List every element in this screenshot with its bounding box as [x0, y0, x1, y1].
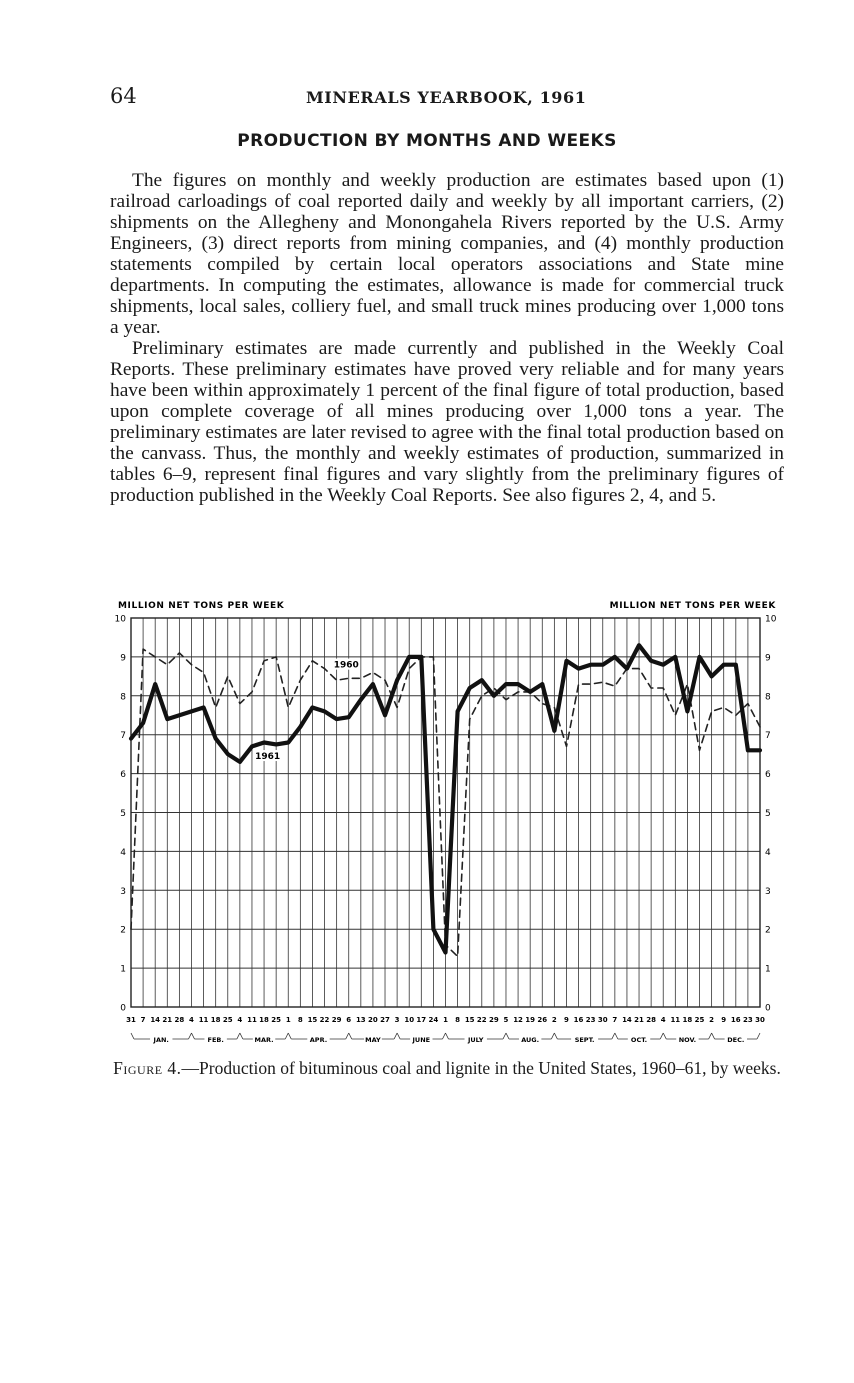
- month-bracket-tick: [349, 1033, 352, 1039]
- x-tick-label: 31: [126, 1016, 136, 1024]
- y-tick-label-left: 0: [120, 1003, 126, 1014]
- x-tick-label: 28: [174, 1016, 185, 1024]
- month-label: NOV.: [678, 1035, 697, 1044]
- x-tick-label: 2: [551, 1016, 557, 1024]
- x-tick-label: 27: [380, 1016, 390, 1024]
- x-tick-label: 30: [597, 1016, 608, 1024]
- month-bracket-tick: [709, 1033, 712, 1039]
- y-tick-label-left: 6: [120, 770, 126, 781]
- x-tick-label: 23: [743, 1016, 753, 1024]
- month-label: SEPT.: [574, 1035, 595, 1044]
- x-tick-label: 11: [670, 1016, 681, 1024]
- month-bracket-tick: [237, 1033, 240, 1039]
- y-tick-label-right: 4: [765, 847, 771, 858]
- x-tick-label: 1: [443, 1016, 448, 1024]
- y-tick-label-left: 10: [114, 614, 126, 625]
- y-tick-label-left: 4: [120, 847, 126, 858]
- x-tick-label: 7: [612, 1016, 618, 1024]
- x-tick-label: 25: [271, 1016, 282, 1024]
- month-label: OCT.: [630, 1035, 648, 1044]
- month-bracket-tick: [612, 1033, 615, 1039]
- y-tick-label-left: 1: [120, 964, 126, 975]
- month-bracket-tick: [288, 1033, 291, 1039]
- x-tick-label: 18: [210, 1016, 221, 1024]
- month-bracket-tick: [503, 1033, 506, 1039]
- month-bracket-tick: [394, 1033, 397, 1039]
- x-tick-label: 18: [682, 1016, 693, 1024]
- y-tick-label-right: 10: [765, 614, 777, 625]
- x-tick-label: 1: [285, 1016, 291, 1024]
- series-labels: [254, 659, 361, 762]
- month-bracket-tick: [240, 1033, 243, 1039]
- x-tick-label: 6: [346, 1016, 352, 1024]
- x-tick-label: 2: [709, 1016, 715, 1024]
- figure-caption: [110, 1058, 784, 1078]
- x-tick-label: 22: [319, 1016, 330, 1024]
- month-label: JUNE: [412, 1035, 431, 1044]
- y-axis-label-right: MILLION NET TONS PER WEEK: [609, 601, 776, 611]
- x-tick-label: 3: [394, 1016, 400, 1024]
- paragraph-2: Preliminary estimates are made currently and published in the Weekly Coal Reports. These preliminary estimates have proved very reliable and for many years have been within approximately 1 percent of the final figure of total production, based upon complete coverage of all mines producing over 1,000 tons a year. The preliminary estimates are later revised to agree with the final total production based on the canvass. Thus, the monthly and weekly estimates of production, summarized in tables 6–9, represent final figures and vary slightly from the preliminary figures of production published in the Weekly Coal Reports. See also figures 2, 4, and 5.: [110, 338, 784, 506]
- page-number: 64: [110, 84, 137, 108]
- month-bracket-tick: [346, 1033, 349, 1039]
- x-tick-label: 4: [237, 1016, 243, 1024]
- y-tick-label-right: 7: [765, 731, 771, 742]
- month-bracket-tick: [443, 1033, 446, 1039]
- month-bracket-tick: [188, 1033, 191, 1039]
- x-tick-label: 22: [476, 1016, 487, 1024]
- x-tick-label: 26: [537, 1016, 548, 1024]
- y-tick-label-left: 9: [120, 653, 126, 664]
- x-tick-label: 16: [730, 1016, 741, 1024]
- paragraph-1: The figures on monthly and weekly production are estimates based upon (1) railroad carloadings of coal reported daily and weekly by all important carriers, (2) shipments on the Allegheny and Monongahela Rivers reported by the U.S. Army Engineers, (3) direct reports from mining companies, and (4) monthly production statements compiled by certain local operators associations and State mine departments. In computing the estimates, allowance is made for commercial truck shipments, local sales, colliery fuel, and small truck mines producing over 1,000 tons a year.: [110, 170, 784, 338]
- month-label: DEC.: [727, 1035, 745, 1044]
- month-bracket-tick: [446, 1033, 449, 1039]
- x-tick-label: 25: [694, 1016, 705, 1024]
- x-tick-label: 21: [634, 1016, 644, 1024]
- x-tick-label: 11: [247, 1016, 257, 1024]
- x-tick-label: 20: [368, 1016, 378, 1024]
- x-tick-label: 12: [513, 1016, 523, 1024]
- x-tick-label: 14: [150, 1016, 161, 1024]
- month-bracket-tick: [397, 1033, 400, 1039]
- month-label: JULY: [467, 1035, 484, 1044]
- month-bracket-tick: [551, 1033, 554, 1039]
- month-bracket-tick: [554, 1033, 557, 1039]
- y-tick-label-left: 5: [120, 809, 126, 819]
- x-tick-labels: [126, 1016, 765, 1024]
- x-tick-label: 16: [573, 1016, 584, 1024]
- y-tick-label-right: 9: [765, 653, 771, 664]
- y-tick-label-right: 1: [765, 964, 771, 975]
- month-bracket-tick: [712, 1033, 715, 1039]
- x-tick-label: 21: [162, 1016, 173, 1024]
- y-tick-label-right: 2: [765, 925, 771, 936]
- month-bracket-tick: [191, 1033, 194, 1039]
- y-tick-label-left: 3: [120, 886, 126, 897]
- x-tick-label: 30: [755, 1016, 765, 1024]
- month-bracket-tick: [757, 1033, 760, 1039]
- x-tick-label: 18: [259, 1016, 269, 1024]
- month-label: FEB.: [207, 1035, 224, 1044]
- x-tick-label: 13: [355, 1016, 366, 1024]
- month-bracket-tick: [131, 1033, 134, 1039]
- x-tick-label: 9: [564, 1016, 569, 1024]
- month-bracket-tick: [615, 1033, 618, 1039]
- y-tick-label-right: 5: [765, 809, 771, 819]
- section-title: PRODUCTION BY MONTHS AND WEEKS: [237, 131, 617, 151]
- month-bracket-tick: [663, 1033, 666, 1039]
- month-bracket-tick: [660, 1033, 663, 1039]
- x-tick-label: 29: [331, 1016, 342, 1024]
- y-tick-label-left: 7: [120, 731, 126, 742]
- month-label: MAR.: [254, 1035, 274, 1044]
- x-tick-label: 15: [464, 1016, 475, 1024]
- month-label: JAN.: [153, 1035, 169, 1044]
- series-label-1961: 1961: [255, 752, 281, 763]
- month-label: AUG.: [521, 1035, 540, 1044]
- x-tick-label: 19: [525, 1016, 536, 1024]
- x-tick-label: 14: [622, 1016, 632, 1024]
- x-tick-label: 23: [585, 1016, 596, 1024]
- y-tick-label-right: 0: [765, 1003, 771, 1014]
- x-tick-label: 5: [503, 1016, 509, 1024]
- x-tick-label: 29: [489, 1016, 499, 1024]
- x-tick-label: 11: [198, 1016, 209, 1024]
- y-axis-label-left: MILLION NET TONS PER WEEK: [118, 601, 285, 611]
- month-label: MAY: [365, 1035, 381, 1044]
- x-tick-label: 8: [297, 1016, 303, 1024]
- month-bracket-tick: [506, 1033, 509, 1039]
- x-tick-label: 10: [404, 1016, 415, 1024]
- caption-text: —Production of bituminous coal and lignite in the United States, 1960–61, by weeks.: [181, 1058, 781, 1078]
- x-tick-label: 17: [416, 1016, 427, 1024]
- x-tick-label: 15: [307, 1016, 318, 1024]
- month-labels: [131, 1033, 760, 1044]
- month-label: APR.: [309, 1035, 328, 1044]
- series-label-1960: 1960: [333, 660, 359, 671]
- x-tick-label: 25: [222, 1016, 233, 1024]
- x-tick-label: 24: [428, 1016, 439, 1024]
- running-head: MINERALS YEARBOOK, 1961: [306, 88, 587, 107]
- x-tick-label: 7: [140, 1016, 146, 1024]
- x-tick-label: 9: [721, 1016, 727, 1024]
- caption-label: Figure 4.: [113, 1058, 182, 1078]
- y-tick-label-right: 6: [765, 770, 771, 781]
- y-tick-label-right: 8: [765, 692, 771, 703]
- x-tick-label: 4: [660, 1016, 666, 1024]
- x-tick-label: 28: [646, 1016, 657, 1024]
- month-bracket-tick: [285, 1033, 288, 1039]
- y-tick-label-right: 3: [765, 886, 771, 897]
- x-tick-label: 8: [455, 1016, 461, 1024]
- y-tick-label-left: 8: [120, 692, 126, 703]
- y-tick-label-left: 2: [120, 925, 126, 936]
- x-tick-label: 4: [189, 1016, 194, 1024]
